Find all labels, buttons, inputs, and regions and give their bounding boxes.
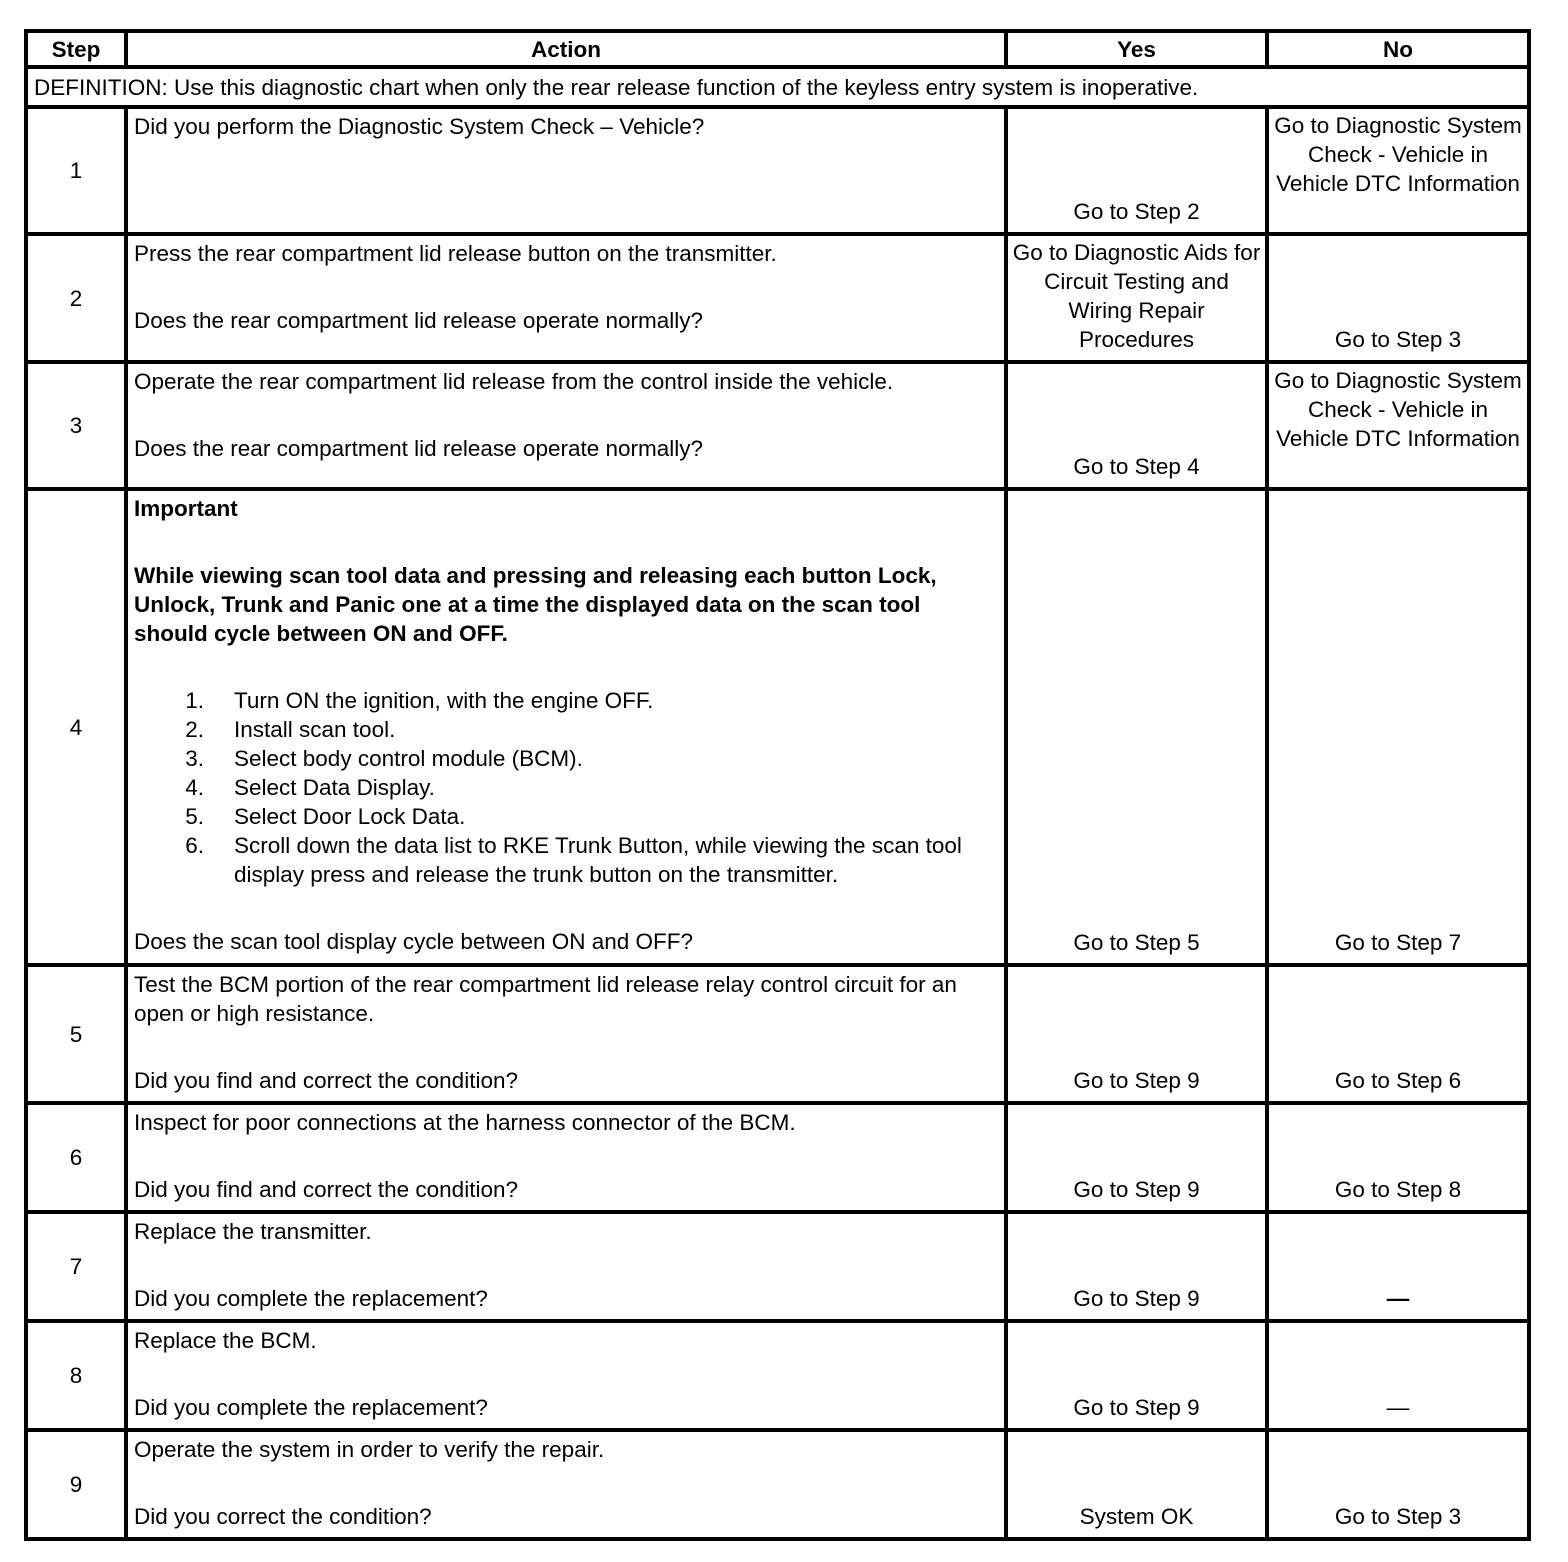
list-item: 2. Install scan tool.: [185, 717, 396, 742]
step-action: [126, 1430, 1006, 1539]
action-text: Operate the rear compartment lid release from the control inside the vehicle.: [134, 369, 894, 394]
table-row: [26, 362, 1529, 489]
list-item: 1. Turn ON the ignition, with the engine OFF.: [185, 688, 654, 713]
step-action: [126, 107, 1006, 234]
action-text: Did you perform the Diagnostic System Check – Vehicle?: [134, 114, 705, 139]
no-result: —: [1267, 1321, 1529, 1430]
action-question: Does the scan tool display cycle between ON and OFF?: [134, 929, 694, 954]
table-row: [26, 1430, 1529, 1539]
no-result: Go to Diagnostic System Check - Vehicle in Vehicle DTC Information: [1267, 362, 1529, 489]
no-result: Go to Step 8: [1267, 1103, 1529, 1212]
step-action: [126, 1103, 1006, 1212]
step-number: 8: [26, 1321, 126, 1430]
yes-result: System OK: [1006, 1430, 1267, 1539]
yes-result: Go to Step 4: [1006, 362, 1267, 489]
header-no: No: [1267, 31, 1529, 67]
important-label: Important: [134, 496, 238, 521]
step-action: [126, 965, 1006, 1103]
no-result: Go to Step 6: [1267, 965, 1529, 1103]
action-question: Did you find and correct the condition?: [134, 1068, 518, 1093]
list-item: 3. Select body control module (BCM).: [185, 746, 583, 771]
step-action: [126, 1321, 1006, 1430]
definition-text: DEFINITION: Use this diagnostic chart when only the rear release function of the keyless entry system is inoperative.: [26, 67, 1529, 107]
table-row: [26, 1212, 1529, 1321]
step-action: [126, 489, 1006, 965]
yes-result: Go to Step 9: [1006, 1103, 1267, 1212]
step-number: 7: [26, 1212, 126, 1321]
no-result: Go to Diagnostic System Check - Vehicle in Vehicle DTC Information: [1267, 107, 1529, 234]
action-text: Inspect for poor connections at the harness connector of the BCM.: [134, 1110, 796, 1135]
yes-result: Go to Step 9: [1006, 965, 1267, 1103]
yes-result: Go to Step 2: [1006, 107, 1267, 234]
action-question: Did you complete the replacement?: [134, 1286, 488, 1311]
no-result: Go to Step 7: [1267, 489, 1529, 965]
header-action: Action: [126, 31, 1006, 67]
action-text: Press the rear compartment lid release button on the transmitter.: [134, 241, 777, 266]
list-item: 4. Select Data Display.: [185, 775, 435, 800]
action-question: Does the rear compartment lid release operate normally?: [134, 308, 704, 333]
list-item: 6. Scroll down the data list to RKE Trunk Button, while viewing the scan tool display press and release the trunk button on the transmitter.: [185, 833, 962, 887]
table-row: [26, 965, 1529, 1103]
step-action: [126, 1212, 1006, 1321]
step-number: 5: [26, 965, 126, 1103]
action-text: Replace the transmitter.: [134, 1219, 372, 1244]
step-number: 3: [26, 362, 126, 489]
action-question: Did you correct the condition?: [134, 1504, 432, 1529]
table-row: [26, 1103, 1529, 1212]
definition-row: [26, 67, 1529, 107]
no-result: Go to Step 3: [1267, 234, 1529, 362]
step-number: 1: [26, 107, 126, 234]
table-row: [26, 107, 1529, 234]
header-yes: Yes: [1006, 31, 1267, 67]
action-text: Replace the BCM.: [134, 1328, 317, 1353]
step-number: 4: [26, 489, 126, 965]
step-number: 6: [26, 1103, 126, 1212]
table-row: [26, 234, 1529, 362]
action-question: Did you find and correct the condition?: [134, 1177, 518, 1202]
diagnostic-table: [24, 29, 1531, 1541]
table-row: [26, 489, 1529, 965]
yes-result: Go to Step 9: [1006, 1212, 1267, 1321]
action-question: Did you complete the replacement?: [134, 1395, 488, 1420]
action-text: Test the BCM portion of the rear compartment lid release relay control circuit for an open or high resistance.: [134, 972, 957, 1026]
no-result: Go to Step 3: [1267, 1430, 1529, 1539]
important-text: While viewing scan tool data and pressing and releasing each button Lock, Unlock, Trunk and Panic one at a time the displayed data on the scan tool should cycle between ON and OFF.: [134, 563, 937, 646]
procedure-list: [134, 686, 998, 889]
yes-result: Go to Diagnostic Aids for Circuit Testing and Wiring Repair Procedures: [1006, 234, 1267, 362]
table-row: [26, 1321, 1529, 1430]
step-number: 9: [26, 1430, 126, 1539]
yes-result: Go to Step 9: [1006, 1321, 1267, 1430]
action-text: Operate the system in order to verify the repair.: [134, 1437, 605, 1462]
step-action: [126, 362, 1006, 489]
step-number: 2: [26, 234, 126, 362]
header-step: Step: [26, 31, 126, 67]
step-action: [126, 234, 1006, 362]
list-item: 5. Select Door Lock Data.: [185, 804, 466, 829]
header-row: [26, 31, 1529, 67]
action-question: Does the rear compartment lid release operate normally?: [134, 436, 704, 461]
yes-result: Go to Step 5: [1006, 489, 1267, 965]
no-result: —: [1267, 1212, 1529, 1321]
